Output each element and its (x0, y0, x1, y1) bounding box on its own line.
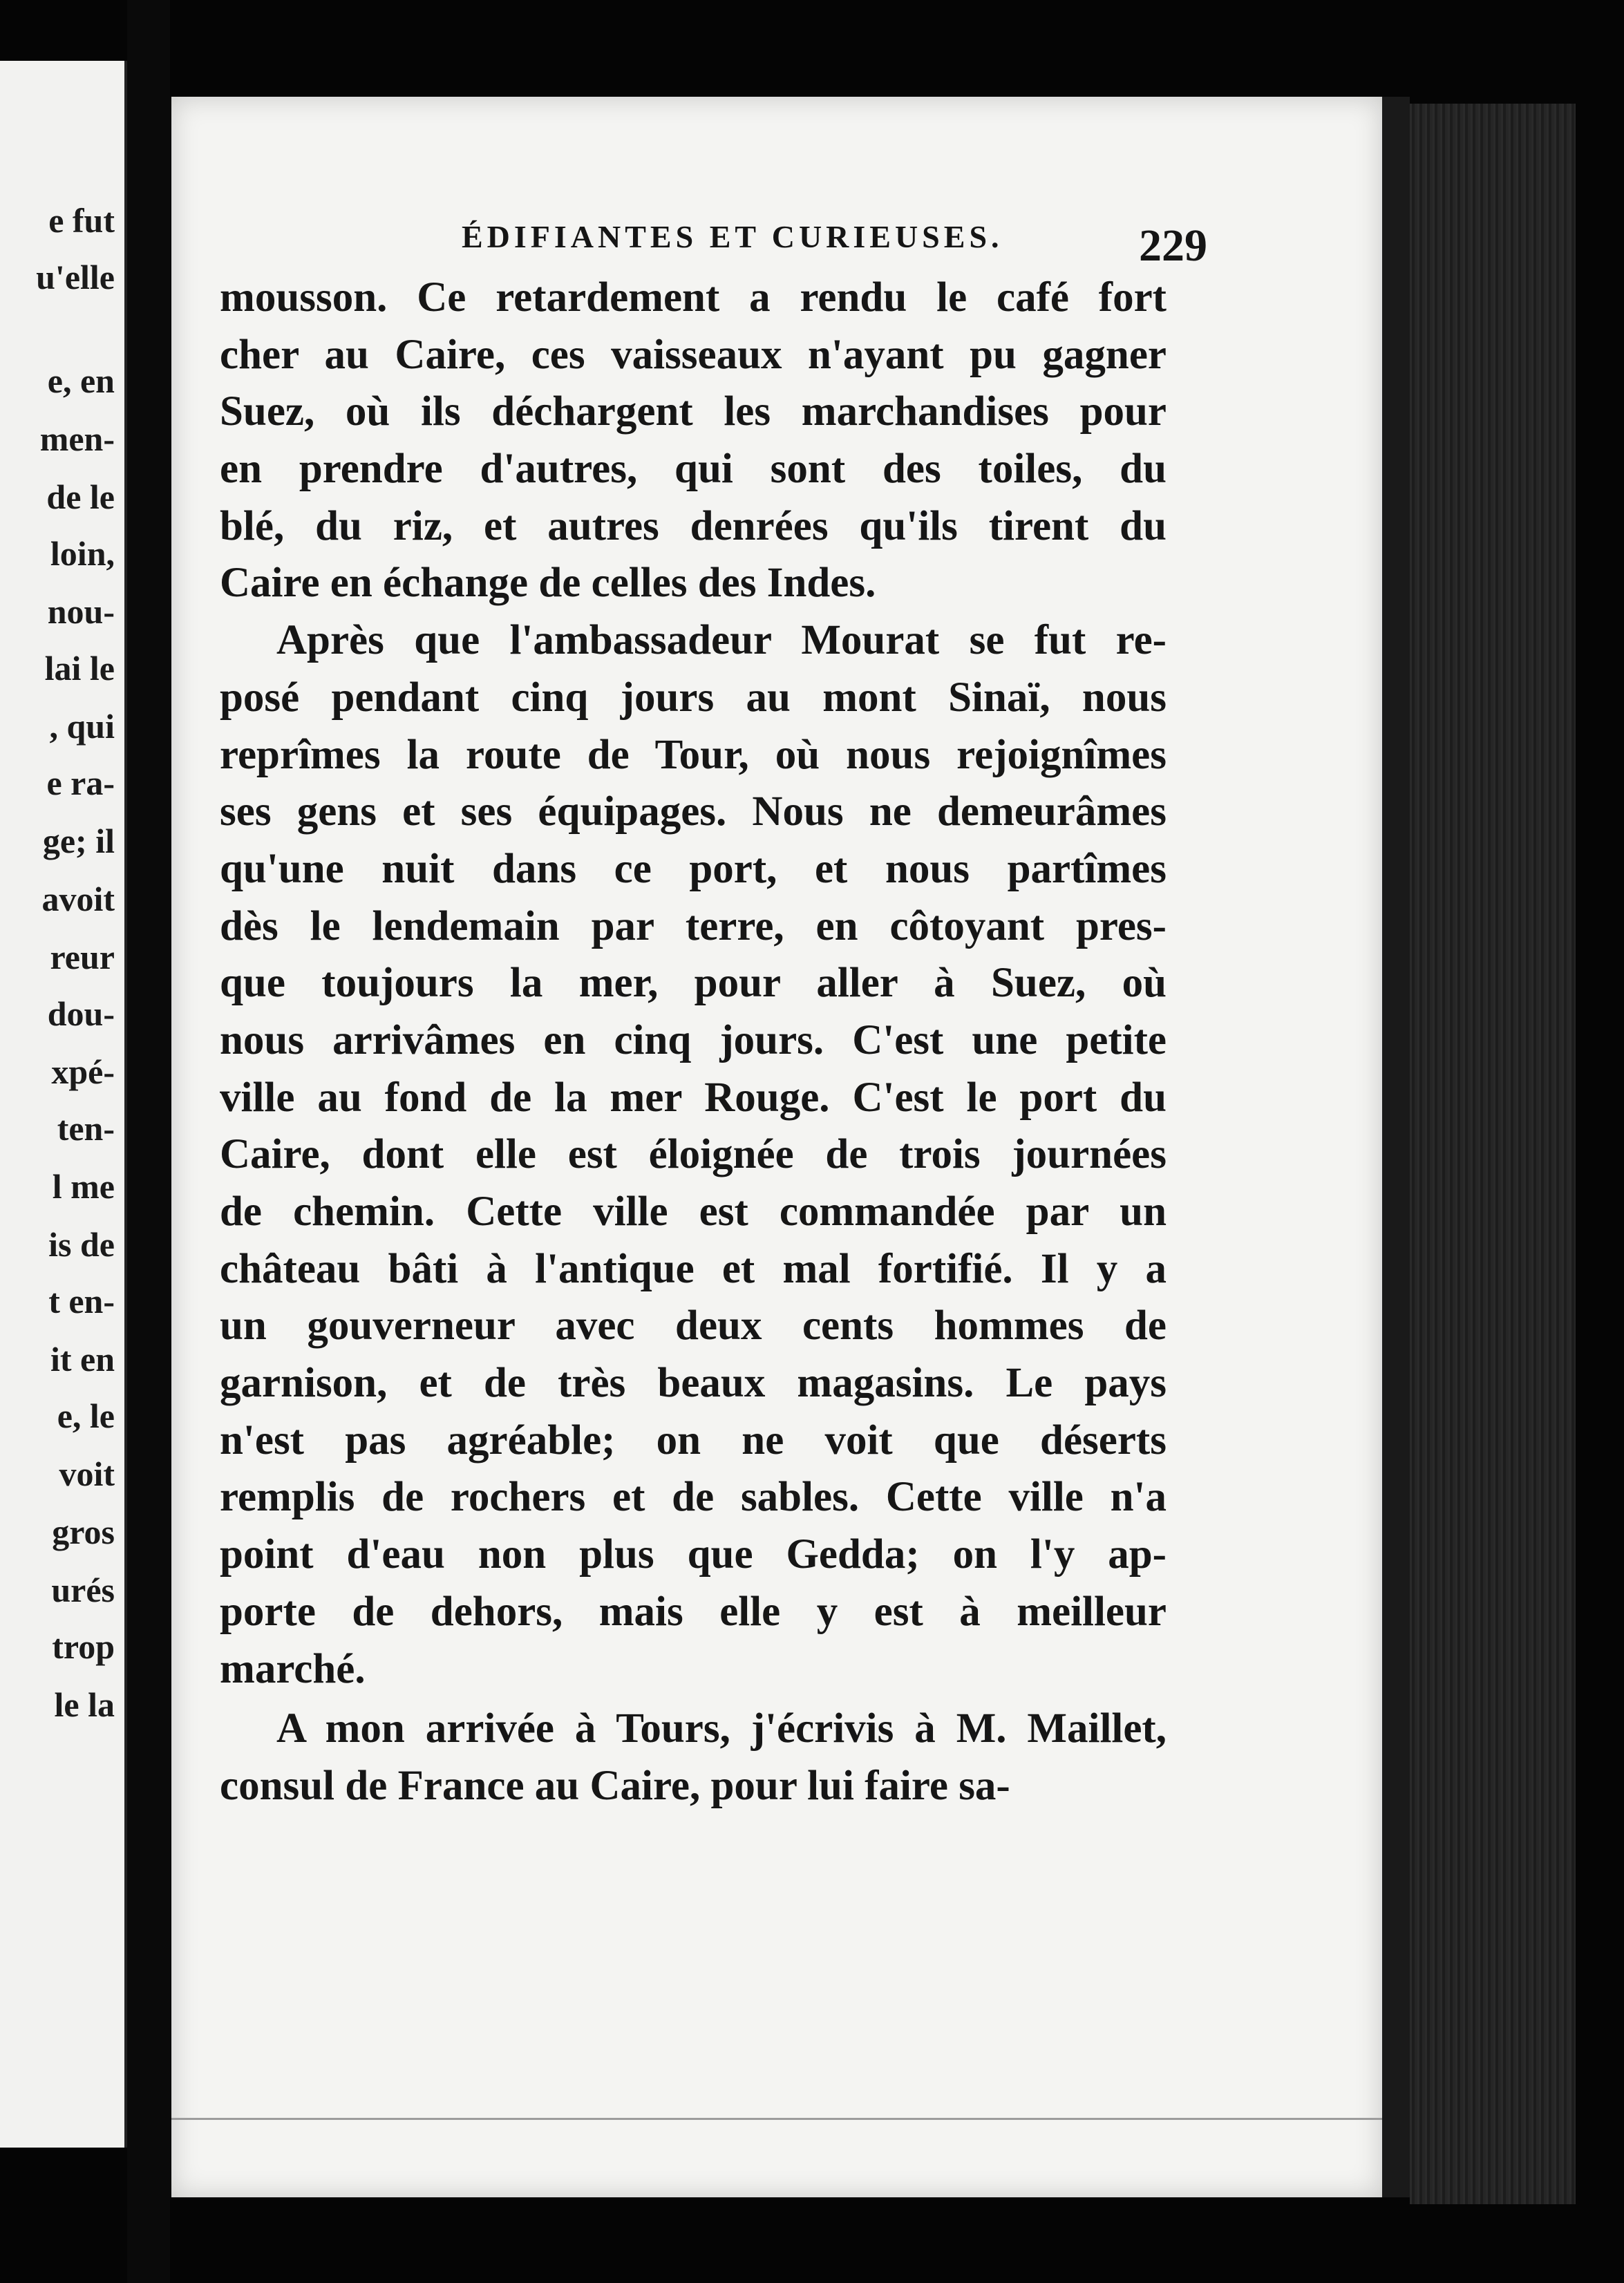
left-page-line-fragment: e fut (48, 201, 115, 240)
text-line: que toujours la mer, pour aller à Suez, où (220, 960, 1167, 1007)
text-line: ville au fond de la mer Rouge. C'est le port du (220, 1074, 1167, 1121)
text-line: Après que l'ambassadeur Mourat se fut re- (276, 617, 1167, 664)
left-page-line-fragment: e, le (57, 1396, 115, 1435)
text-line: ses gens et ses équipages. Nous ne demeurâmes (220, 788, 1167, 835)
left-page-line-fragment: ten- (57, 1109, 115, 1148)
left-page-line-fragment: lai le (44, 649, 115, 688)
left-page-line-fragment: ge; il (42, 822, 115, 860)
left-page-line-fragment: reur (50, 938, 115, 976)
text-line: mousson. Ce retardement a rendu le café fort (220, 274, 1167, 321)
binding-shadow (1382, 97, 1410, 2197)
left-page-line-fragment: de le (46, 477, 115, 516)
text-line: Suez, où ils déchargent les marchandises pour (220, 388, 1167, 435)
left-page-line-fragment: e, en (47, 361, 115, 400)
text-line: de chemin. Cette ville est commandée par un (220, 1188, 1167, 1235)
text-line: Caire en échange de celles des Indes. (220, 560, 876, 607)
text-line: consul de France au Caire, pour lui faire sa- (220, 1762, 1010, 1809)
left-page-line-fragment: avoit (41, 880, 115, 918)
text-line: A mon arrivée à Tours, j'écrivis à M. Maillet, (276, 1705, 1167, 1752)
text-line: point d'eau non plus que Gedda; on l'y ap- (220, 1531, 1167, 1578)
left-page-line-fragment: nou- (47, 592, 115, 631)
left-page-line-fragment: l me (52, 1167, 115, 1206)
page-bottom-edge (171, 2118, 1382, 2120)
left-page-line-fragment: e ra- (46, 764, 115, 802)
left-page-line-fragment: urés (51, 1571, 115, 1609)
text-line: remplis de rochers et de sables. Cette ville n'a (220, 1474, 1167, 1521)
left-page-line-fragment: loin, (50, 534, 115, 573)
text-line: garnison, et de très beaux magasins. Le pays (220, 1360, 1167, 1407)
running-head: ÉDIFIANTES ET CURIEUSES. (462, 219, 1003, 254)
text-line: un gouverneur avec deux cents hommes de (220, 1302, 1167, 1349)
text-line: nous arrivâmes en cinq jours. C'est une petite (220, 1016, 1167, 1063)
text-line: en prendre d'autres, qui sont des toiles, du (220, 446, 1167, 493)
text-line: blé, du riz, et autres denrées qu'ils tirent du (220, 502, 1167, 549)
left-page-line-fragment: dou- (47, 994, 115, 1033)
left-page-line-fragment: xpé- (51, 1052, 115, 1091)
text-line: château bâti à l'antique et mal fortifié. Il y a (220, 1245, 1167, 1292)
text-line: marché. (220, 1645, 366, 1692)
left-page-line-fragment: men- (39, 419, 115, 458)
text-line: porte de dehors, mais elle y est à meilleur (220, 1588, 1167, 1635)
left-page-line-fragment: , qui (49, 707, 115, 746)
left-page-line-fragment: trop (52, 1627, 115, 1666)
left-page-line-fragment: u'elle (36, 258, 115, 296)
book-page (171, 97, 1382, 2197)
page-gutter (127, 0, 170, 2283)
left-page-line-fragment: is de (48, 1225, 115, 1264)
text-line: posé pendant cinq jours au mont Sinaï, nous (220, 674, 1167, 721)
text-line: cher au Caire, ces vaisseaux n'ayant pu gagner (220, 331, 1167, 378)
left-page-line-fragment: voit (59, 1455, 115, 1493)
left-page-line-fragment: gros (52, 1513, 115, 1551)
left-page-line-fragment: t en- (48, 1282, 115, 1320)
text-line: Caire, dont elle est éloignée de trois journées (220, 1131, 1167, 1178)
left-facing-page (0, 61, 127, 2148)
text-line: qu'une nuit dans ce port, et nous partîmes (220, 845, 1167, 892)
book-binding (1410, 104, 1576, 2204)
text-line: reprîmes la route de Tour, où nous rejoignîmes (220, 731, 1167, 778)
text-line: n'est pas agréable; on ne voit que déserts (220, 1417, 1167, 1463)
text-line: dès le lendemain par terre, en côtoyant pres- (220, 902, 1167, 949)
left-page-line-fragment: le la (54, 1685, 115, 1724)
page-number: 229 (1139, 220, 1207, 271)
body-text (220, 269, 1167, 1815)
left-page-line-fragment: it en (50, 1340, 115, 1379)
